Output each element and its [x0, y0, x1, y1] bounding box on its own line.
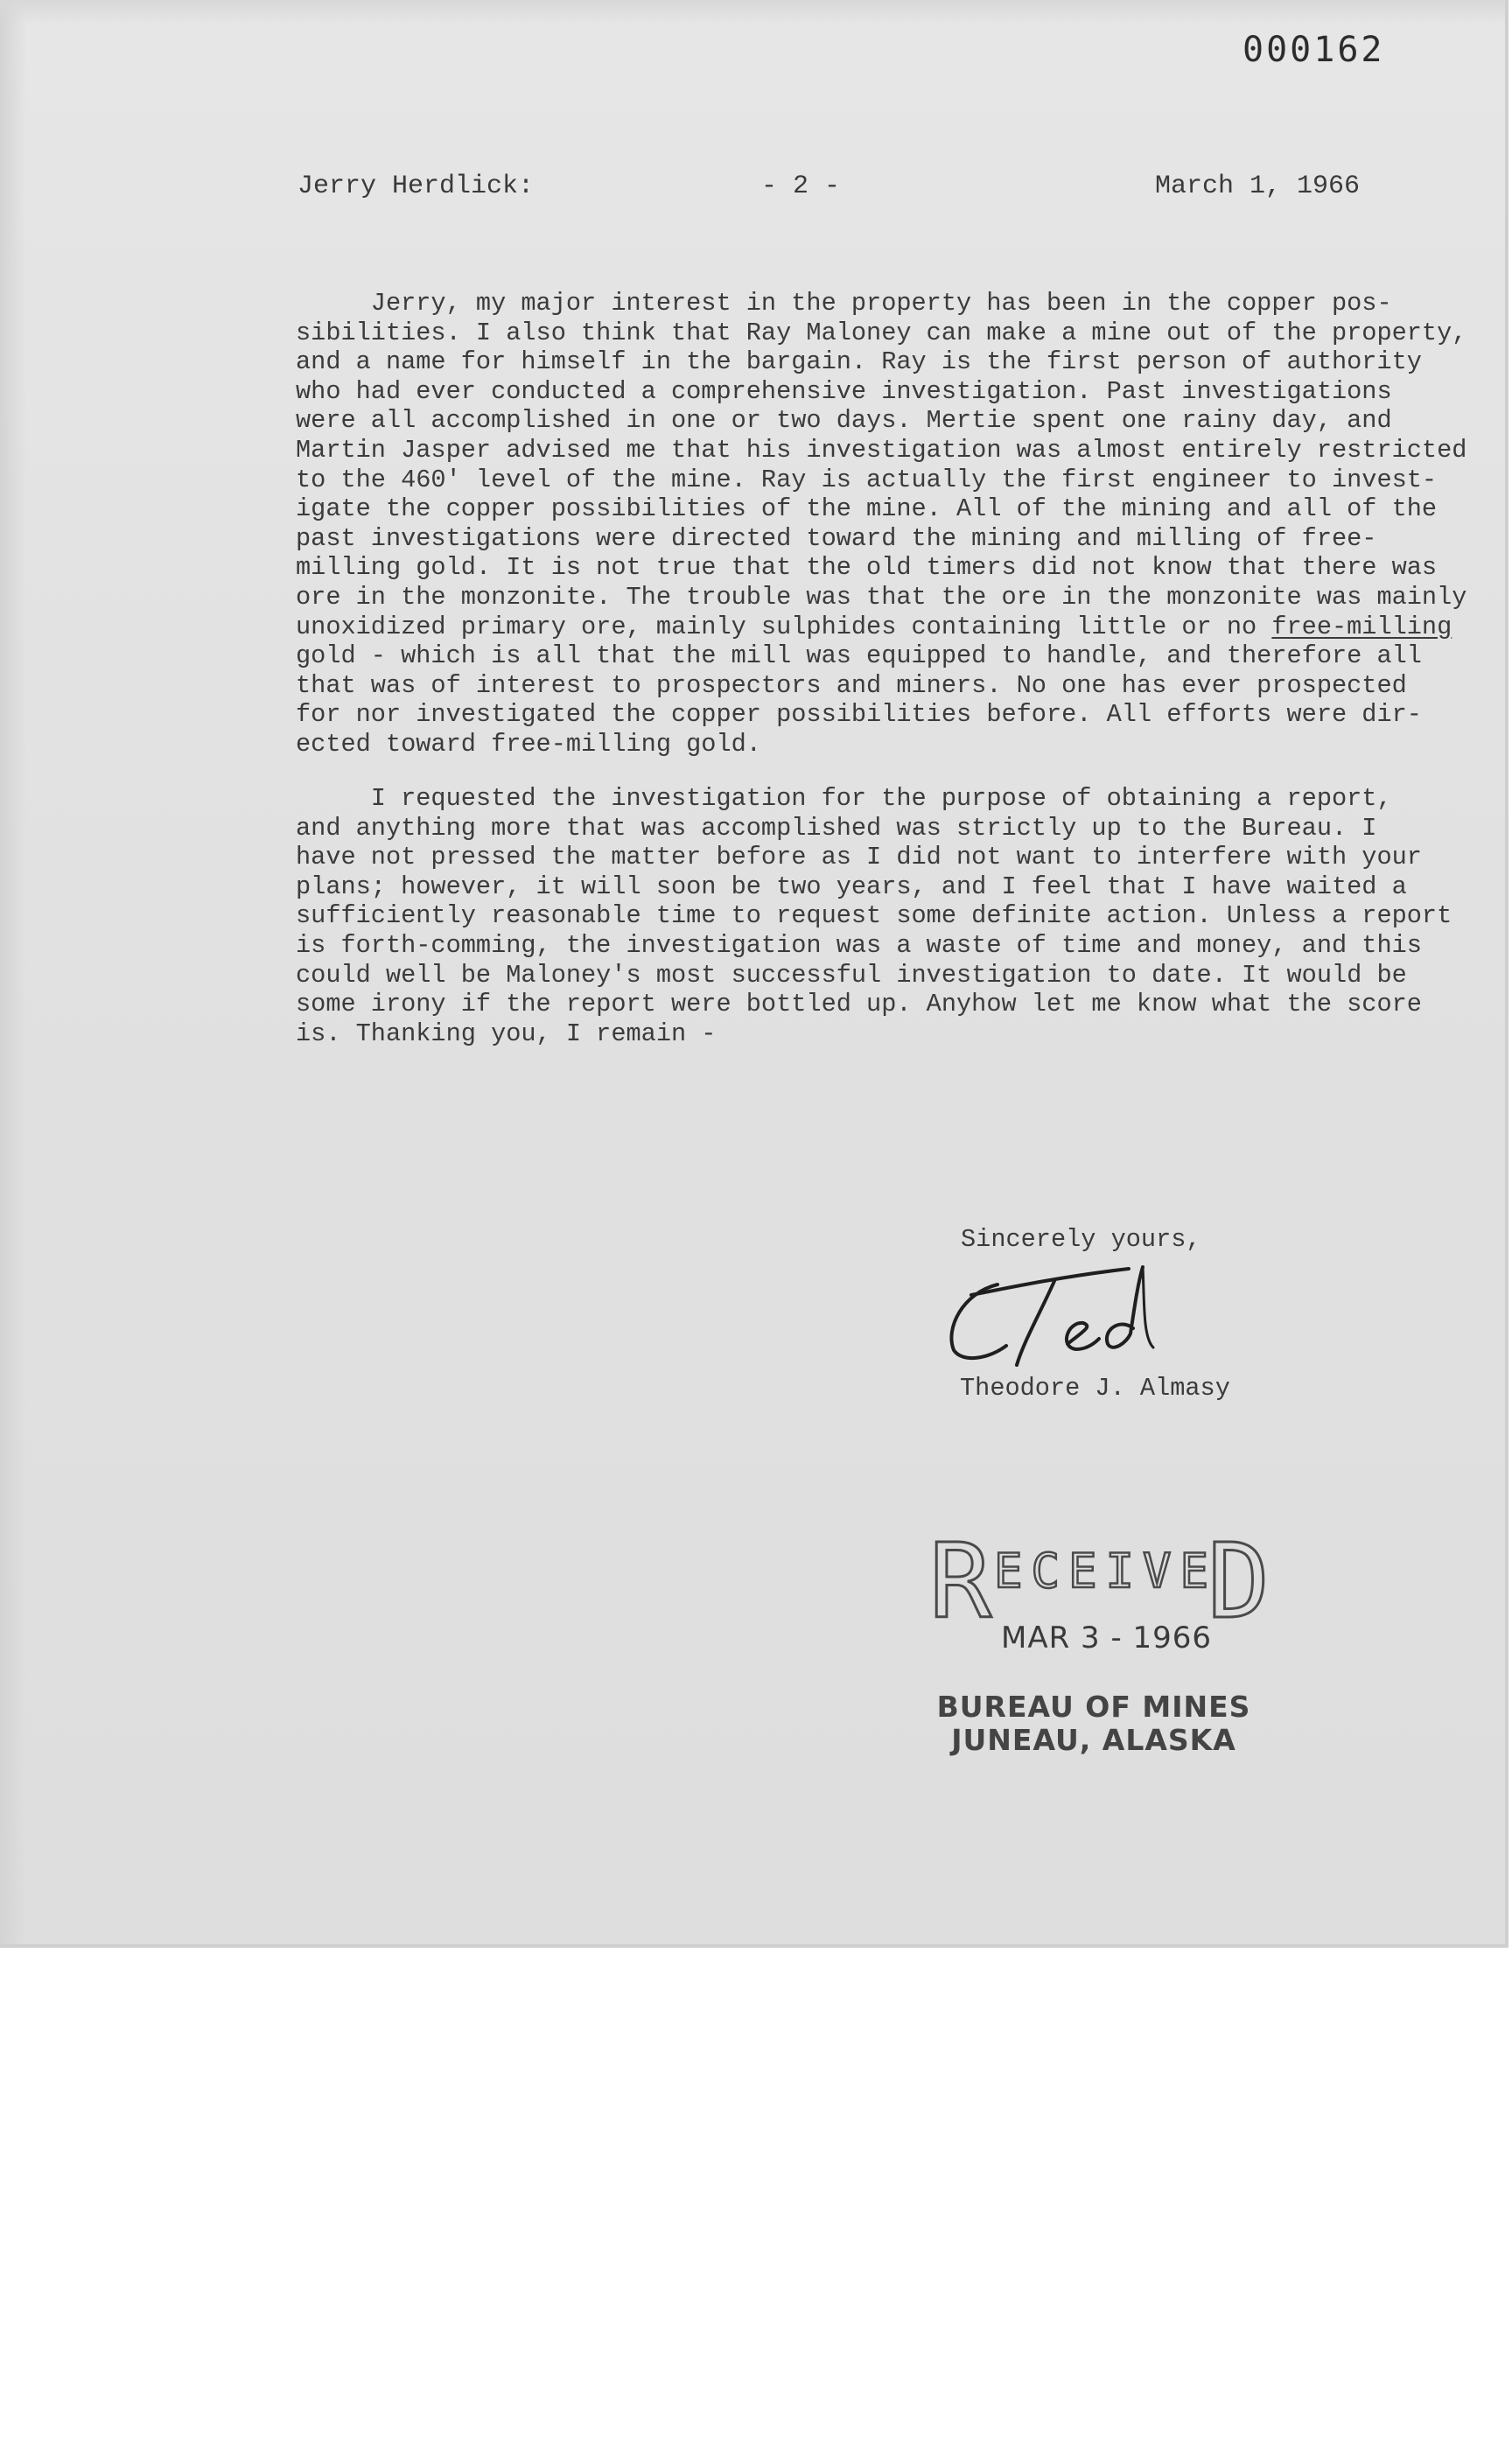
- text-line: I requested the investigation for the purpose of obtaining a report,: [296, 784, 1392, 813]
- letter-date: March 1, 1966: [1155, 172, 1361, 201]
- text-line: is forth-comming, the investigation was a waste of time and money, and this: [296, 930, 1422, 960]
- stamp-letter-r: R: [929, 1524, 992, 1628]
- paragraph-1: [296, 289, 1467, 760]
- text-line: and a name for himself in the bargain. Ray is the first person of authority: [296, 347, 1422, 377]
- document-number: 000162: [1242, 30, 1385, 70]
- received-stamp: [926, 1524, 1272, 1628]
- stamp-organization: [919, 1690, 1269, 1757]
- text-line: sibilities. I also think that Ray Maloney can make a mine out of the property,: [296, 318, 1467, 347]
- text-line: sufficiently reasonable time to request some definite action. Unless a report: [296, 901, 1452, 931]
- handwritten-signature: [936, 1250, 1172, 1381]
- addressee-header: Jerry Herdlick:: [298, 172, 535, 201]
- text-line: Jerry, my major interest in the property has been in the copper pos-: [296, 289, 1392, 318]
- text-line: could well be Maloney's most successful investigation to date. It would be: [296, 960, 1407, 990]
- stamp-org-line-1: BUREAU OF MINES: [936, 1690, 1251, 1724]
- paragraph-2: [296, 784, 1451, 1048]
- text-line: [296, 612, 1451, 642]
- text-line: ore in the monzonite. The trouble was that the ore in the monzonite was mainly: [296, 582, 1467, 612]
- text-line: some irony if the report were bottled up. Anyhow let me know what the score: [296, 990, 1422, 1019]
- text-line: were all accomplished in one or two days. Mertie spent one rainy day, and: [296, 406, 1392, 436]
- stamp-letter-d: D: [1208, 1524, 1270, 1628]
- text-line: ected toward free-milling gold.: [296, 729, 761, 759]
- text-line: past investigations were directed toward the mining and milling of free-: [296, 523, 1377, 553]
- text-line-start: unoxidized primary ore, mainly sulphides containing little or no: [296, 612, 1272, 641]
- stamp-date: MAR 3 - 1966: [1001, 1620, 1213, 1656]
- text-line: milling gold. It is not true that the old timers did not know that there was: [296, 553, 1438, 583]
- text-line: who had ever conducted a comprehensive investigation. Past investigations: [296, 376, 1392, 406]
- signer-name: Theodore J. Almasy: [960, 1374, 1230, 1403]
- text-line: that was of interest to prospectors and miners. No one has ever prospected: [296, 670, 1407, 700]
- text-line: gold - which is all that the mill was equipped to handle, and therefore all: [296, 641, 1422, 671]
- page-number: - 2 -: [761, 172, 841, 201]
- text-line: for nor investigated the copper possibilities before. All efforts were dir-: [296, 700, 1422, 730]
- closing: Sincerely yours,: [961, 1225, 1201, 1254]
- text-line: and anything more that was accomplished was strictly up to the Bureau. I: [296, 813, 1377, 843]
- underlined-term: free-milling: [1271, 612, 1452, 641]
- text-line: Martin Jasper advised me that his investigation was almost entirely restricted: [296, 435, 1467, 465]
- text-line: to the 460' level of the mine. Ray is actually the first engineer to invest-: [296, 465, 1438, 494]
- text-line: igate the copper possibilities of the mine. All of the mining and all of the: [296, 494, 1438, 524]
- stamp-word-received: ECEIVE: [994, 1544, 1218, 1599]
- text-line: plans; however, it will soon be two years, and I feel that I have waited a: [296, 872, 1407, 901]
- stamp-org-line-2: JUNEAU, ALASKA: [951, 1723, 1236, 1757]
- text-line: is. Thanking you, I remain -: [296, 1018, 717, 1048]
- text-line: have not pressed the matter before as I did not want to interfere with your: [296, 843, 1422, 872]
